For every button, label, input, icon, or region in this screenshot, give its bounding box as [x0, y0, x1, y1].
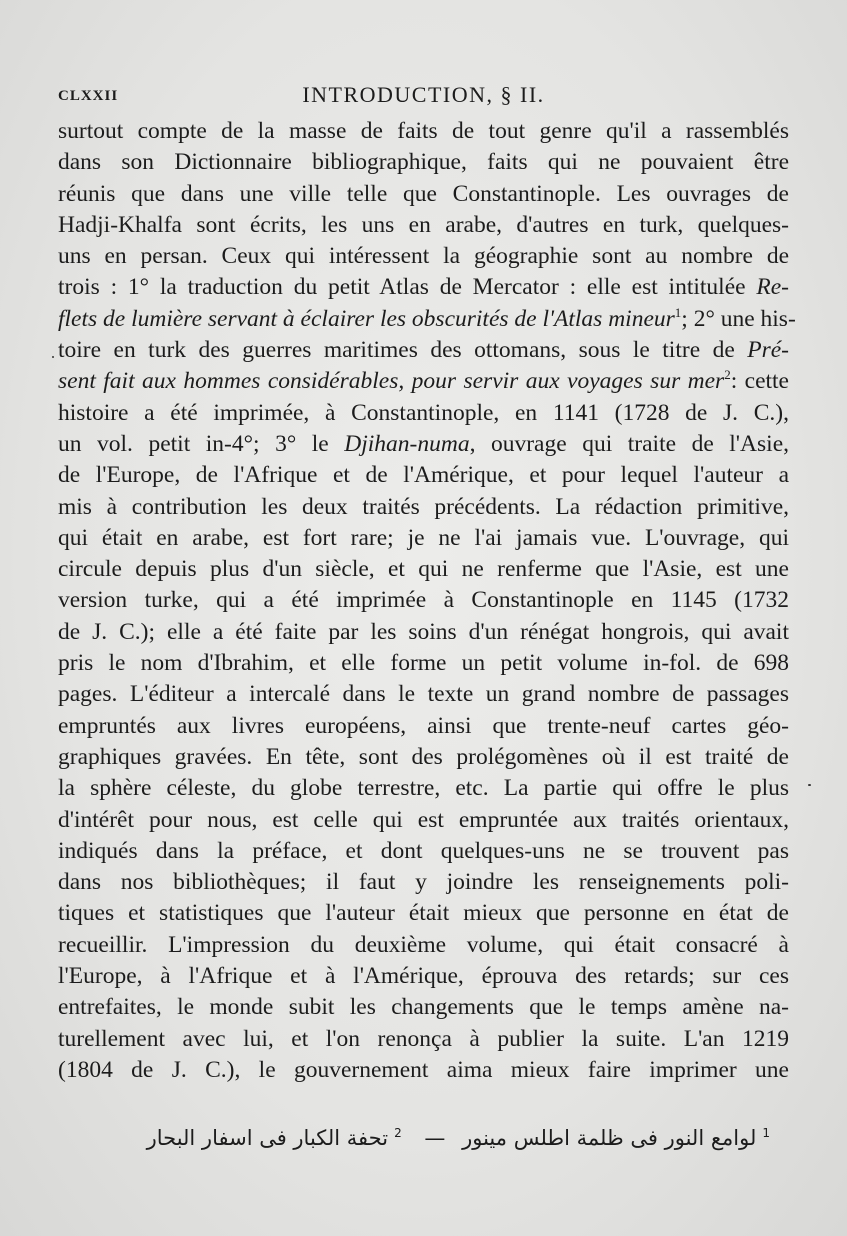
line-text: l'Europe, à l'Afrique et à l'Amérique, éprouva des retards; sur ces [58, 963, 789, 990]
text-line [58, 460, 789, 491]
line-text: pages. L'éditeur a intercalé dans le texte un grand nombre de passages [58, 681, 789, 708]
line-text: réunis que dans une ville telle que Constantinople. Les ouvrages de [58, 180, 789, 207]
text-line [58, 179, 789, 210]
text-line [58, 492, 789, 523]
line-text: uns en persan. Ceux qui intéressent la géographie sont au nombre de [58, 243, 789, 270]
footnote-reference: 1 [674, 304, 682, 320]
text-line [58, 742, 789, 773]
footnote-2-text: تحفة الكبار فى اسفار البحار [146, 1126, 389, 1150]
text-line [58, 272, 789, 303]
italic-title: Pré- [747, 337, 789, 364]
text-line [58, 116, 789, 147]
line-text: Hadji-Khalfa sont écrits, les uns en arabe, d'autres en turk, quelques- [58, 211, 789, 238]
line-text: circule depuis plus d'un siècle, et qui ne renferme que l'Asie, est une [58, 556, 789, 583]
paper-speck [52, 356, 54, 358]
line-text: histoire a été imprimée, à Constantinople, en 1141 (1728 de J. C.), [58, 399, 789, 426]
line-text: dans son Dictionnaire bibliographique, faits qui ne pouvaient être [58, 149, 789, 176]
text-line [58, 366, 789, 397]
line-text: la sphère céleste, du globe terrestre, etc. La partie qui offre le plus [58, 775, 789, 802]
line-text: entrefaites, le monde subit les changements que le temps amène na- [58, 994, 789, 1021]
line-text: , ouvrage qui traite de l'Asie, [469, 430, 789, 457]
text-line [58, 773, 789, 804]
text-line [58, 961, 789, 992]
text-line [58, 930, 789, 961]
text-line [58, 335, 789, 366]
page-number: CLXXII [58, 88, 119, 104]
line-text: d'intérêt pour nous, est celle qui est empruntée aux traités orientaux, [58, 806, 789, 833]
text-line [58, 210, 789, 241]
text-line [58, 1024, 789, 1055]
line-text: dans nos bibliothèques; il faut y joindre les renseignements poli- [58, 869, 789, 896]
text-line [58, 241, 789, 272]
line-text: trois : 1° la traduction du petit Atlas de Mercator : elle est intitulée [58, 274, 757, 301]
line-text: tiques et statistiques que l'auteur était mieux que personne en état de [58, 900, 789, 927]
text-line [58, 992, 789, 1023]
line-text: indiqués dans la préface, et dont quelques-uns ne se trouvent pas [58, 837, 789, 864]
text-line [58, 617, 789, 648]
text-line [58, 836, 789, 867]
line-text: toire en turk des guerres maritimes des ottomans, sous le titre de [58, 337, 748, 364]
text-line [58, 554, 789, 585]
line-text: : cette [730, 368, 789, 395]
line-text: ; 2° une his- [681, 305, 796, 332]
italic-title: Re- [756, 274, 789, 301]
line-text: (1804 de J. C.), le gouvernement aima mieux faire imprimer une [58, 1056, 789, 1083]
line-text: de J. C.); elle a été faite par les soins d'un rénégat hongrois, qui avait [58, 618, 789, 645]
line-text: recueillir. L'impression du deuxième volume, qui était consacré à [58, 931, 789, 958]
footnotes: 1لوامع النور فى ظلمة اطلس مينور — 2تحفة الكبار فى اسفار البحار [146, 1126, 770, 1150]
text-line [58, 304, 796, 335]
text-line [58, 585, 789, 616]
line-text: de l'Europe, de l'Afrique et de l'Amérique, et pour lequel l'auteur a [58, 462, 789, 489]
line-text: un vol. petit in-4°; 3° le [58, 430, 345, 457]
line-text: qui était en arabe, est fort rare; je ne l'ai jamais vue. L'ouvrage, qui [58, 524, 789, 551]
text-line [58, 1055, 789, 1086]
line-text: surtout compte de la masse de faits de tout genre qu'il a rassemblés [58, 118, 789, 144]
italic-title: flets de lumière servant à éclairer les obscurités de l'Atlas mineur [58, 305, 675, 332]
italic-title: Djihan-numa [344, 430, 470, 457]
line-text: graphiques gravées. En tête, sont des prolégomènes où il est traité de [58, 743, 789, 770]
text-line [58, 398, 789, 429]
footnote-1-text: لوامع النور فى ظلمة اطلس مينور [462, 1126, 757, 1150]
footnote-reference: 2 [724, 367, 731, 383]
text-line [58, 805, 789, 836]
text-line [58, 429, 789, 460]
text-line [58, 147, 789, 178]
line-text: mis à contribution les deux traités précédents. La rédaction primitive, [58, 493, 789, 520]
italic-title: sent fait aux hommes considérables, pour servir aux voyages sur mer [58, 368, 725, 395]
line-text: turellement avec lui, et l'on renonça à publier la suite. L'an 1219 [58, 1025, 789, 1052]
text-line [58, 523, 789, 554]
body-text [58, 116, 796, 1086]
text-line [58, 648, 789, 679]
paper-speck [808, 784, 811, 786]
running-head: INTRODUCTION, § II. [302, 82, 545, 107]
line-text: pris le nom d'Ibrahim, et elle forme un petit volume in-fol. de 698 [58, 650, 789, 677]
text-line [58, 898, 789, 929]
line-text: empruntés aux livres européens, ainsi que trente-neuf cartes géo- [58, 712, 789, 739]
page-header [58, 82, 789, 112]
line-text: version turke, qui a été imprimée à Constantinople en 1145 (1732 [58, 587, 789, 614]
text-line [58, 679, 789, 710]
text-line [58, 867, 789, 898]
footnote-separator: — [424, 1126, 446, 1150]
text-line [58, 711, 789, 742]
